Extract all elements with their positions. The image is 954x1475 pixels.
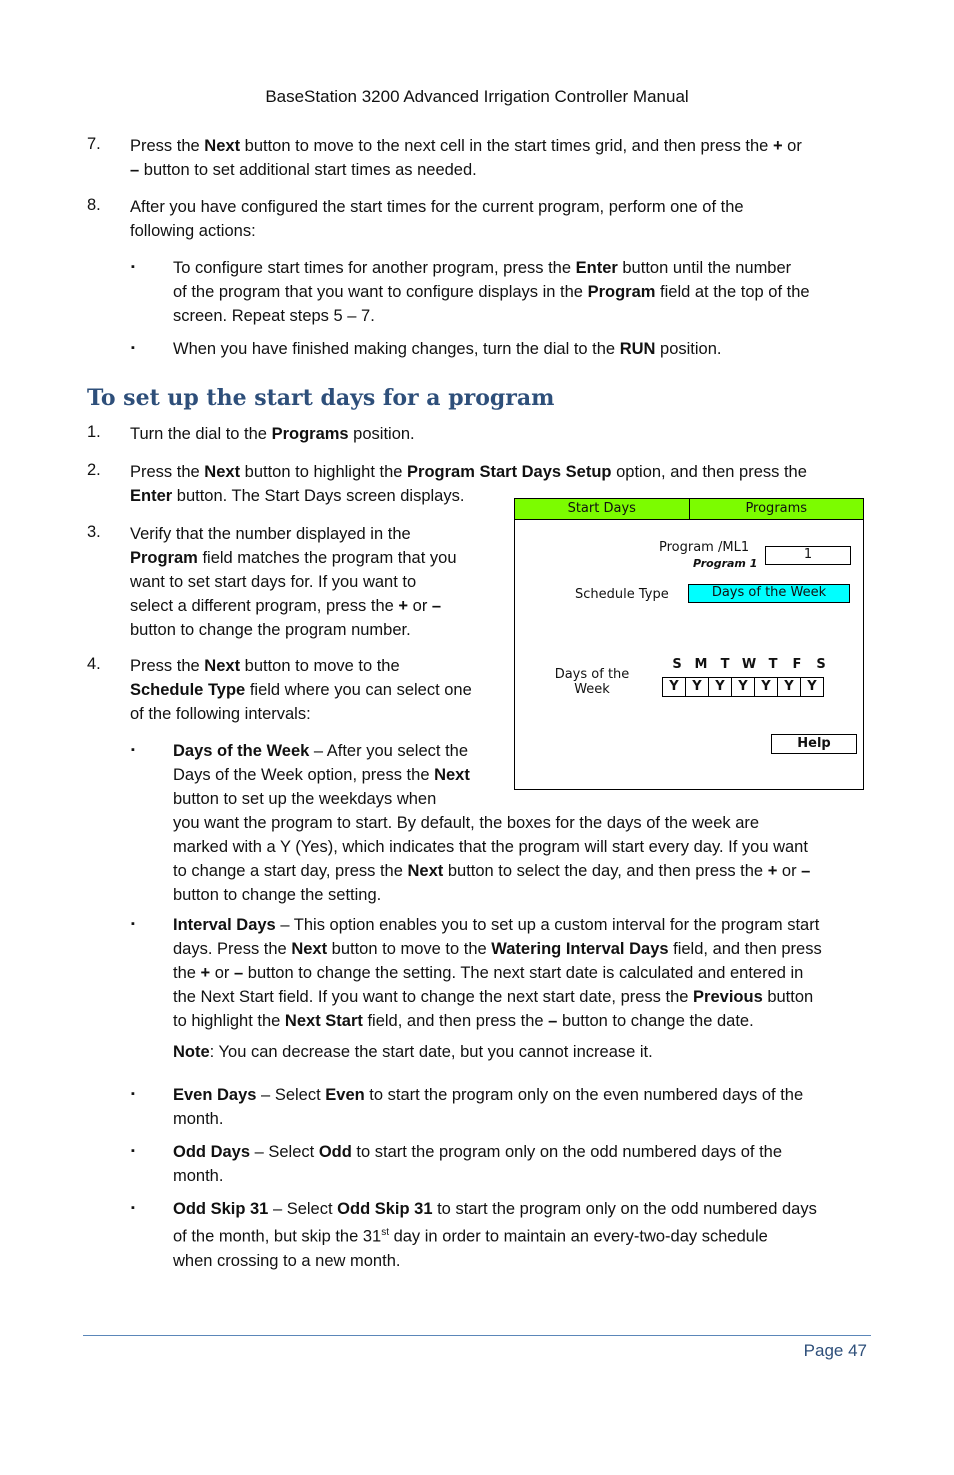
step-1-text: Turn the dial to the Programs position. xyxy=(130,425,415,443)
bullet-interval-days: Interval Days – This option enables you to set up a custom interval for the program start days. Press the Next button to move to the Watering Interval Days field, and then press the + or – button to change the setting. The next start date is calculated and entered in the Next Start field. If you want to change the next start date, press the Previous button to highlight the Next Start field, and then press the – button to change the date. xyxy=(173,916,822,1030)
day-value-box: Y xyxy=(731,678,754,696)
day-value-box: Y xyxy=(669,679,679,694)
program-field: 1 xyxy=(765,546,851,565)
bullet-another-program: To configure start times for another program, press the Enter button until the number of the program that you want to configure displays in the Program field at the top of the screen. Repeat steps 5 – 7. xyxy=(173,259,810,325)
day-letter: S xyxy=(672,657,682,672)
step-8-number: 8. xyxy=(87,196,101,214)
day-letter: F xyxy=(792,657,802,672)
start-days-screen-figure xyxy=(514,498,864,790)
step-8-text: After you have configured the start times for the current program, perform one of the following actions: xyxy=(130,198,744,240)
bullet-even-days: Even Days – Select Even to start the program only on the even numbered days of the month. xyxy=(173,1086,804,1128)
bullet-marker: ▪ xyxy=(131,744,135,756)
day-letter: T xyxy=(768,657,778,672)
step-7-number: 7. xyxy=(87,135,101,153)
step-1-number: 1. xyxy=(87,423,101,441)
step-3-number: 3. xyxy=(87,523,101,541)
day-letters xyxy=(665,657,833,672)
step-2-number: 2. xyxy=(87,461,101,479)
section-heading: To set up the start days for a program xyxy=(87,385,555,411)
day-value-box: Y xyxy=(708,678,731,696)
program-sublabel: Program 1 xyxy=(693,557,758,570)
screen-tab-bar xyxy=(515,499,863,520)
step-3-text: Verify that the number displayed in the Program field matches the program that you want to set start days for. If you want to select a different program, press the + or – button to change the program number. xyxy=(130,525,457,639)
day-value-box: Y xyxy=(754,678,777,696)
day-letter: S xyxy=(816,657,826,672)
step-4-text: Press the Next button to move to the Schedule Type field where you can select one of the following intervals: xyxy=(130,657,472,723)
bullet-marker: ▪ xyxy=(131,1088,135,1100)
day-letter: T xyxy=(720,657,730,672)
days-of-week-label xyxy=(549,667,635,697)
bullet-marker: ▪ xyxy=(131,1202,135,1214)
day-value-box: Y xyxy=(800,678,823,696)
bullet-marker: ▪ xyxy=(131,261,135,273)
step-4-number: 4. xyxy=(87,655,101,673)
bullet-marker: ▪ xyxy=(131,342,135,354)
tab-start-days: Start Days xyxy=(515,499,689,519)
day-value-box: Y xyxy=(685,678,708,696)
bullet-marker: ▪ xyxy=(131,1145,135,1157)
day-value-boxes xyxy=(662,677,824,697)
bullet-finished: When you have finished making changes, turn the dial to the RUN position. xyxy=(173,340,722,358)
step-7-text: Press the Next button to move to the next cell in the start times grid, and then press the + or – button to set additional start times as needed. xyxy=(130,137,802,179)
program-label: Program /ML1 xyxy=(659,540,750,555)
days-label-line-1: Days of the xyxy=(554,667,630,682)
schedule-type-label: Schedule Type xyxy=(575,587,669,602)
help-button: Help xyxy=(771,734,857,754)
day-letter: M xyxy=(694,657,708,672)
bullet-odd-skip-31: Odd Skip 31 – Select Odd Skip 31 to start the program only on the odd numbered days of the month, but skip the 31st day in order to maintain an every-two-day schedule when crossing to a new month. xyxy=(173,1200,817,1270)
schedule-type-field: Days of the Week xyxy=(688,584,850,603)
day-letter: W xyxy=(741,657,757,672)
note: Note: You can decrease the start date, but you cannot increase it. xyxy=(173,1043,653,1061)
footer-rule xyxy=(83,1335,871,1336)
bullet-marker: ▪ xyxy=(131,918,135,930)
step-2-text: Press the Next button to highlight the Program Start Days Setup option, and then press the Enter button. The Start Days screen displays. xyxy=(130,463,807,505)
day-value-box: Y xyxy=(777,678,800,696)
page-number: Page 47 xyxy=(803,1341,867,1360)
tab-programs: Programs xyxy=(689,499,864,519)
days-label-line-2: Week xyxy=(574,682,610,697)
bullet-odd-days: Odd Days – Select Odd to start the program only on the odd numbered days of the month. xyxy=(173,1143,783,1185)
bullet-days-of-week: Days of the Week – After you select the Days of the Week option, press the Next button to set up the weekdays when you want the program to start. By default, the boxes for the days of the week are marked with a Y (Yes), which indicates that the program will start every day. If you want to change a start day, press the Next button to select the day, and then press the + or – button to change the setting. xyxy=(173,742,811,904)
running-header: BaseStation 3200 Advanced Irrigation Controller Manual xyxy=(265,87,689,106)
